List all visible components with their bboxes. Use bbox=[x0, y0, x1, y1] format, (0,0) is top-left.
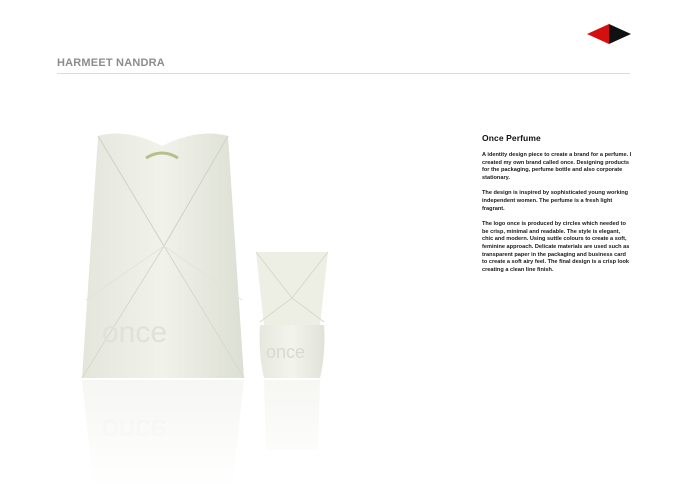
svg-text:once: once bbox=[102, 316, 168, 349]
project-title: Once Perfume bbox=[482, 133, 541, 143]
author-name: HARMEET NANDRA bbox=[57, 57, 165, 69]
box bbox=[256, 252, 328, 378]
slide-navigation bbox=[585, 24, 633, 44]
description-paragraph: The logo once is produced by circles which needed to be crisp, minimal and readable. The style is elegant, chic and modern. Using suttle colours to create a soft, feminine approach. Delicate materials are used such as transparent paper in the packaging and business card to create a soft airy feel. The final design is a crisp look creating a clean line finish. bbox=[482, 221, 630, 273]
description-paragraph: A identity design piece to create a brand for a perfume. I created my own brand called once. Designing products for the packaging, perfume bottle and also corporate stationary. bbox=[482, 152, 632, 181]
previous-arrow-icon[interactable] bbox=[585, 24, 609, 44]
product-photo bbox=[80, 120, 370, 490]
description-paragraph: The design is inspired by sophisticated young working independent women. The perfume is a fresh light fragrant. bbox=[482, 190, 629, 212]
svg-text:once: once bbox=[266, 342, 306, 362]
next-arrow-icon[interactable] bbox=[609, 24, 633, 44]
bag bbox=[82, 134, 244, 378]
project-description bbox=[482, 133, 632, 282]
header-divider bbox=[57, 73, 630, 74]
